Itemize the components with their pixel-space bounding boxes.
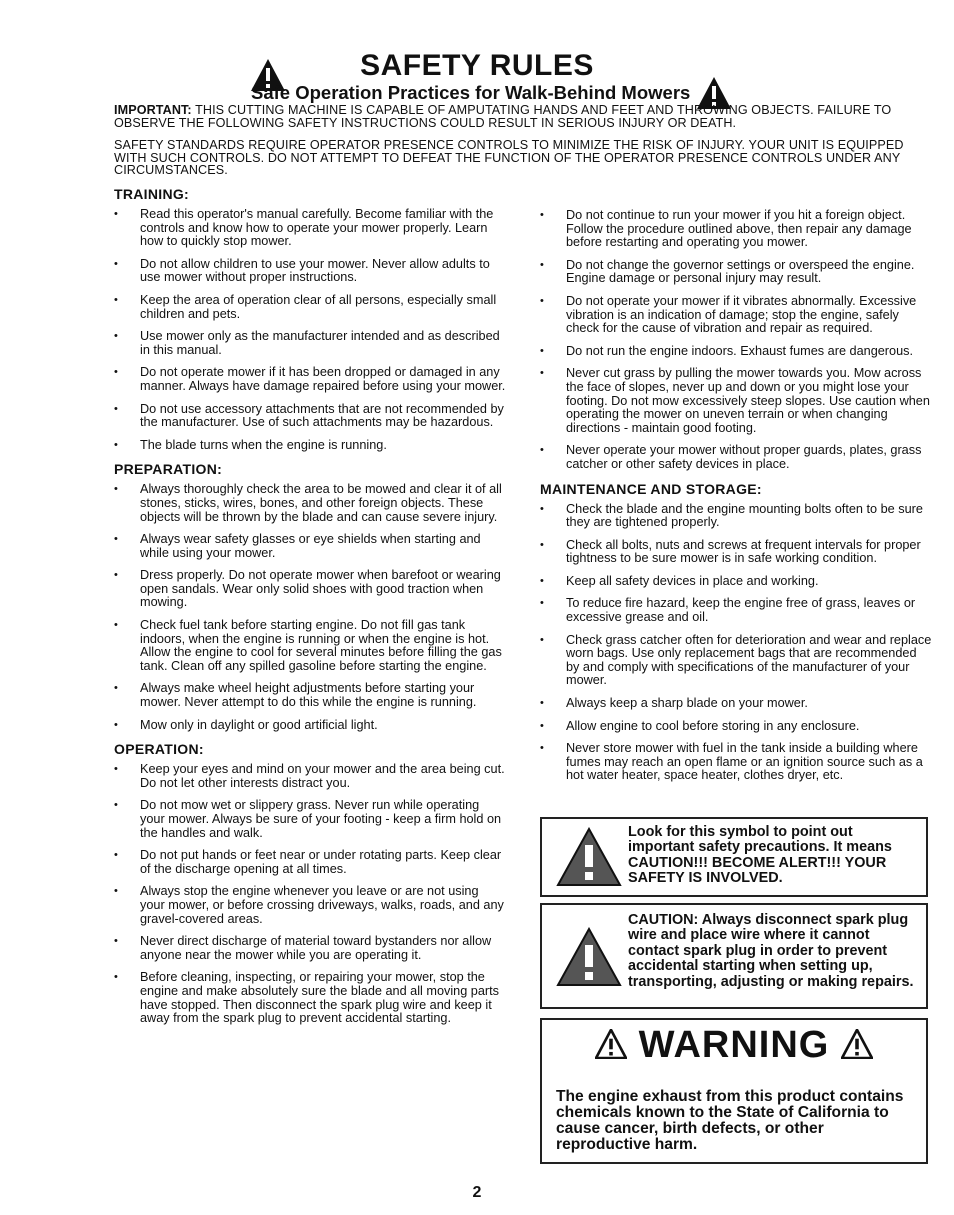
rule-text: Always stop the engine whenever you leave or are not using your mower, or before crossing driveways, walks, roads, and any gravel-covered areas. bbox=[140, 884, 504, 926]
rule-text: Never direct discharge of material toward bystanders nor allow anyone near the mower while you are operating it. bbox=[140, 934, 492, 962]
bullet-icon: • bbox=[540, 633, 544, 646]
rule-text: Use mower only as the manufacturer intended and as described in this manual. bbox=[140, 329, 500, 357]
important-notice bbox=[114, 104, 934, 129]
rule-item bbox=[540, 742, 932, 783]
rule-item bbox=[114, 763, 506, 790]
caution-callout-text: CAUTION: Always disconnect spark plug wire and place wire where it cannot contact spark plug in order to prevent accidental starting when setting up, transporting, adjusting or making repairs. bbox=[628, 912, 914, 990]
rule-text: Check all bolts, nuts and screws at frequent intervals for proper tightness to be sure mower is in safe working condition. bbox=[566, 537, 921, 566]
bullet-icon: • bbox=[540, 258, 544, 271]
bullet-icon: • bbox=[540, 344, 544, 357]
section-heading-operation: OPERATION: bbox=[114, 741, 204, 758]
rule-item bbox=[540, 295, 932, 336]
rule-text: Do not put hands or feet near or under rotating parts. Keep clear of the discharge opening at all times. bbox=[140, 848, 502, 876]
rule-item bbox=[114, 971, 506, 1025]
rule-text: The blade turns when the engine is running. bbox=[140, 437, 387, 452]
rule-item bbox=[114, 439, 506, 453]
section-heading-maintenance: MAINTENANCE AND STORAGE: bbox=[540, 480, 762, 497]
rule-item bbox=[114, 208, 506, 249]
rule-text: Do not use accessory attachments that are not recommended by the manufacturer. Use of such attachments may be hazardous. bbox=[140, 401, 504, 430]
rule-text: Do not operate your mower if it vibrates abnormally. Excessive vibration is an indication of damage; stop the engine, safely check for the cause of vibration and repair as required. bbox=[566, 293, 917, 336]
bullet-icon: • bbox=[114, 718, 118, 731]
bullet-icon: • bbox=[114, 569, 118, 582]
bullet-icon: • bbox=[114, 257, 118, 270]
alert-triangle-icon bbox=[556, 927, 622, 987]
operation-list-continued bbox=[540, 209, 932, 472]
important-label: IMPORTANT: bbox=[114, 103, 192, 117]
important-text: THIS CUTTING MACHINE IS CAPABLE OF AMPUTATING HANDS AND FEET AND THROWING OBJECTS. FAILURE TO OBSERVE THE FOLLOWING SAFETY INSTRUCTIONS COULD RESULT IN SERIOUS INJURY OR DEATH. bbox=[114, 103, 892, 130]
bullet-icon: • bbox=[540, 719, 544, 732]
standards-notice: SAFETY STANDARDS REQUIRE OPERATOR PRESENCE CONTROLS TO MINIMIZE THE RISK OF INJURY. YOUR UNIT IS EQUIPPED WITH SUCH CONTROLS. DO NOT ATTEMPT TO DEFEAT THE FUNCTION OF THE OPERATOR PRESENCE CONTROLS UNDER ANY CIRCUMSTANCES. bbox=[114, 138, 904, 177]
warning-title-row bbox=[542, 1024, 926, 1067]
rule-item bbox=[540, 634, 932, 688]
rule-text: Do not run the engine indoors. Exhaust fumes are dangerous. bbox=[566, 343, 914, 358]
page-number: 2 bbox=[472, 1184, 482, 1201]
rule-item bbox=[114, 885, 506, 926]
bullet-icon: • bbox=[540, 502, 544, 515]
bullet-icon: • bbox=[114, 438, 118, 451]
rule-text: Always wear safety glasses or eye shields when starting and while using your mower. bbox=[140, 532, 481, 560]
rule-item bbox=[540, 444, 932, 471]
bullet-icon: • bbox=[114, 483, 118, 496]
rule-text: Always thoroughly check the area to be mowed and clear it of all stones, sticks, wires, bones, and other foreign objects. These objects will be thrown by the blade and can cause severe injury. bbox=[140, 482, 502, 524]
bullet-icon: • bbox=[540, 294, 544, 307]
rule-item bbox=[114, 533, 506, 560]
right-column bbox=[540, 209, 932, 792]
rule-item bbox=[114, 619, 506, 673]
rule-item bbox=[114, 935, 506, 962]
rule-item bbox=[114, 258, 506, 285]
bullet-icon: • bbox=[540, 209, 544, 221]
maintenance-list bbox=[540, 503, 932, 784]
rule-item bbox=[540, 503, 932, 530]
bullet-icon: • bbox=[540, 742, 544, 755]
bullet-icon: • bbox=[114, 619, 118, 632]
preparation-list bbox=[114, 483, 506, 732]
rule-text: Check fuel tank before starting engine. Do not fill gas tank indoors, when the engine is running or when the engine is hot. Allow the engine to cool for several minutes before filling the gas tank. Clean off any spilled gasoline before starting the engine. bbox=[140, 618, 502, 673]
rule-item bbox=[114, 682, 506, 709]
rule-text: To reduce fire hazard, keep the engine free of grass, leaves or excessive grease and oil. bbox=[566, 596, 916, 625]
rule-item bbox=[114, 294, 506, 321]
bullet-icon: • bbox=[540, 538, 544, 551]
symbol-callout bbox=[540, 817, 928, 897]
rule-text: Always keep a sharp blade on your mower. bbox=[566, 696, 808, 711]
rule-text: Keep your eyes and mind on your mower and the area being cut. Do not let other interests distract you. bbox=[140, 762, 505, 790]
bullet-icon: • bbox=[540, 444, 544, 457]
rule-item bbox=[540, 597, 932, 624]
bullet-icon: • bbox=[114, 533, 118, 546]
bullet-icon: • bbox=[540, 597, 544, 610]
warning-title: WARNING bbox=[638, 1024, 830, 1066]
warning-body: The engine exhaust from this product contains chemicals known to the State of California to cause cancer, birth defects, or other reproductive harm. bbox=[556, 1088, 904, 1153]
rule-item bbox=[114, 403, 506, 430]
bullet-icon: • bbox=[114, 763, 118, 776]
rule-item bbox=[114, 849, 506, 876]
rule-item bbox=[540, 259, 932, 286]
alert-triangle-icon bbox=[556, 827, 622, 887]
bullet-icon: • bbox=[114, 682, 118, 695]
warning-box bbox=[540, 1018, 928, 1164]
rule-text: Read this operator's manual carefully. Become familiar with the controls and know how to operate your mower properly. Learn how to quickly stop mower. bbox=[140, 207, 494, 249]
page-subtitle: Safe Operation Practices for Walk-Behind Mowers bbox=[251, 82, 691, 103]
rule-text: Never operate your mower without proper guards, plates, grass catcher or other safety devices in place. bbox=[566, 443, 922, 471]
rule-text: Never store mower with fuel in the tank inside a building where fumes may reach an open flame or an ignition source such as a hot water heater, space heater, clothes dryer, etc. bbox=[566, 741, 923, 783]
rule-text: Keep all safety devices in place and working. bbox=[566, 573, 819, 588]
rule-item bbox=[540, 209, 932, 250]
section-heading-training: TRAINING: bbox=[114, 186, 190, 202]
rule-text: Do not operate mower if it has been dropped or damaged in any manner. Always have damage repaired before using your mower. bbox=[140, 365, 506, 393]
rule-text: Dress properly. Do not operate mower when barefoot or wearing open sandals. Wear only solid shoes with good traction when mowing. bbox=[140, 568, 501, 610]
rule-item bbox=[540, 720, 932, 734]
rule-item bbox=[540, 575, 932, 589]
bullet-icon: • bbox=[114, 402, 118, 415]
rule-text: Do not mow wet or slippery grass. Never run while operating your mower. Always be sure of your footing - keep a firm hold on the handles and walk. bbox=[140, 798, 502, 840]
rule-text: Keep the area of operation clear of all persons, especially small children and pets. bbox=[140, 292, 497, 321]
rule-item bbox=[540, 697, 932, 711]
rule-item bbox=[114, 719, 506, 733]
rule-text: Always make wheel height adjustments before starting your mower. Never attempt to do this while the engine is running. bbox=[140, 681, 477, 710]
bullet-icon: • bbox=[114, 799, 118, 812]
rule-item bbox=[540, 539, 932, 566]
rule-text: Do not change the governor settings or overspeed the engine. Engine damage or personal injury may result. bbox=[566, 257, 915, 286]
bullet-icon: • bbox=[114, 366, 118, 379]
rule-item bbox=[114, 569, 506, 610]
symbol-callout-text: Look for this symbol to point out important safety precautions. It means CAUTION!!! BECOME ALERT!!! YOUR SAFETY IS INVOLVED. bbox=[628, 824, 892, 887]
left-column bbox=[114, 186, 506, 1035]
rule-text: Check grass catcher often for deterioration and wear and replace worn bags. Use only replacement bags that are recommended by and comply with specifications of the manufacturer of your mower. bbox=[566, 632, 932, 688]
section-heading-preparation: PREPARATION: bbox=[114, 461, 223, 478]
rule-item bbox=[114, 366, 506, 393]
rule-text: Do not continue to run your mower if you hit a foreign object. Follow the procedure outlined above, then repair any damage before restarting and operating you mower. bbox=[566, 208, 912, 250]
rule-item bbox=[540, 345, 932, 359]
rule-item bbox=[114, 483, 506, 524]
bullet-icon: • bbox=[114, 885, 118, 898]
caution-callout bbox=[540, 903, 928, 1009]
rule-item bbox=[114, 799, 506, 840]
alert-triangle-icon bbox=[595, 1029, 627, 1059]
bullet-icon: • bbox=[540, 697, 544, 710]
rule-text: Never cut grass by pulling the mower towards you. Mow across the face of slopes, never up and down or you might lose your footing. Do not mow excessively steep slopes. Use caution when operating the mower on uneven terrain or when changing directions - maintain good footing. bbox=[566, 366, 930, 435]
bullet-icon: • bbox=[114, 935, 118, 948]
alert-triangle-icon bbox=[841, 1029, 873, 1059]
rule-text: Before cleaning, inspecting, or repairing your mower, stop the engine and make absolutely sure the blade and all moving parts have stopped. Then disconnect the spark plug wire and keep it away from the spark plug to prevent accidental starting. bbox=[140, 970, 500, 1026]
bullet-icon: • bbox=[114, 849, 118, 862]
bullet-icon: • bbox=[540, 367, 544, 380]
page-title: SAFETY RULES bbox=[360, 49, 594, 82]
bullet-icon: • bbox=[114, 330, 118, 343]
bullet-icon: • bbox=[114, 208, 118, 220]
bullet-icon: • bbox=[540, 574, 544, 587]
rule-text: Check the blade and the engine mounting bolts often to be sure they are tightened properly. bbox=[566, 501, 923, 530]
rule-item bbox=[114, 330, 506, 357]
rule-text: Do not allow children to use your mower. Never allow adults to use mower without proper instructions. bbox=[140, 256, 490, 285]
bullet-icon: • bbox=[114, 293, 118, 306]
rule-text: Allow engine to cool before storing in any enclosure. bbox=[566, 718, 860, 733]
rule-item bbox=[540, 367, 932, 435]
bullet-icon: • bbox=[114, 971, 118, 984]
rule-text: Mow only in daylight or good artificial light. bbox=[140, 717, 378, 732]
operation-list bbox=[114, 763, 506, 1026]
training-list bbox=[114, 208, 506, 452]
